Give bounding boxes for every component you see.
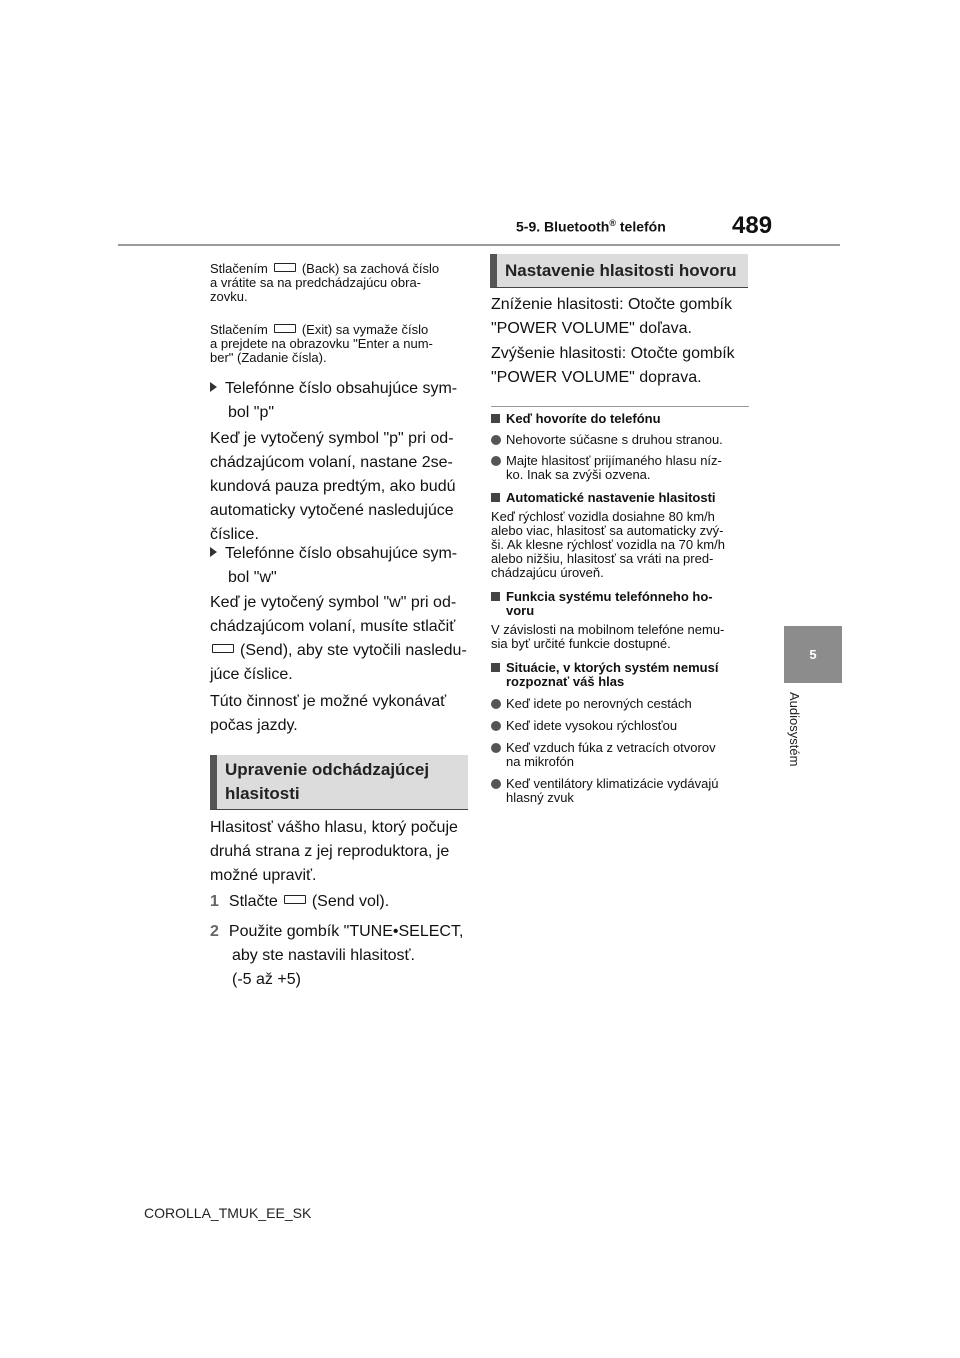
dot-bullet-icon	[491, 435, 501, 445]
heading-line: hlasitosti	[225, 784, 300, 803]
notes-divider	[491, 406, 749, 407]
section-title-text: 5-9. Bluetooth	[516, 218, 610, 235]
text: (Exit) sa vymaže číslo	[301, 322, 429, 337]
chapter-tab-label	[778, 692, 808, 802]
note-title: Keď hovoríte do telefónu	[506, 411, 661, 426]
text: ši. Ak klesne rýchlosť vozidla na 70 km/h	[491, 537, 725, 552]
text: Použite gombík "TUNE•SELECT,	[228, 923, 464, 940]
chapter-label-text: Audiosystém	[787, 692, 802, 767]
dot-bullet-icon	[491, 779, 501, 789]
note-title: rozpoznať váš hlas	[506, 674, 625, 689]
triangle-bullet-icon	[210, 382, 217, 392]
square-bullet-icon	[491, 414, 500, 423]
text: Keď ventilátory klimatizácie vydávajú	[506, 776, 719, 791]
text: (Send), aby ste vytočili nasledu-	[240, 642, 467, 659]
step-number: 2	[210, 923, 219, 940]
text: chádzajúcom volaní, musíte stlačiť	[210, 618, 456, 635]
text: automaticky vytočené nasledujúce	[210, 502, 454, 519]
text: alebo nižšiu, hlasitosť sa vráti na pred-	[491, 551, 714, 566]
text: a vrátite sa na predchádzajúcu obra-	[210, 275, 422, 290]
text: aby ste nastavili hlasitosť.	[232, 947, 415, 964]
text: bol "w"	[228, 569, 277, 586]
text: ber" (Zadanie čísla).	[210, 350, 327, 365]
text: Zníženie hlasitosti: Otočte gombík	[491, 296, 732, 313]
text: Keď je vytočený symbol "w" pri od-	[210, 594, 457, 611]
text: počas jazdy.	[210, 717, 298, 734]
text: a prejdete na obrazovku "Enter a num-	[210, 336, 433, 351]
step-1	[210, 890, 472, 914]
text: "POWER VOLUME" doprava.	[491, 369, 702, 386]
text: V závislosti na mobilnom telefóne nemu-	[491, 622, 725, 637]
text: (Back) sa zachová číslo	[301, 261, 440, 276]
text: Zvýšenie hlasitosti: Otočte gombík	[491, 345, 735, 362]
text: kundová pauza predtým, ako budú	[210, 478, 456, 495]
registered-mark: ®	[609, 218, 616, 228]
note-title: Funkcia systému telefónneho ho-	[506, 589, 713, 604]
dot-bullet-icon	[491, 456, 501, 466]
p-explain	[210, 427, 472, 547]
text: druhá strana z jej reproduktora, je	[210, 843, 450, 860]
outgoing-volume-heading	[210, 755, 468, 810]
decrease-volume	[491, 293, 753, 341]
section-title	[516, 218, 666, 235]
square-bullet-icon	[491, 592, 500, 601]
triangle-bullet-icon	[210, 547, 217, 557]
square-bullet-icon	[491, 663, 500, 672]
bullet-p	[210, 377, 472, 425]
footer-code: COROLLA_TMUK_EE_SK	[144, 1205, 312, 1221]
text: Stlačením	[210, 261, 268, 276]
increase-volume	[491, 342, 753, 390]
text: bol "p"	[228, 404, 275, 421]
text: chádzajúcu úroveň.	[491, 565, 604, 580]
step-2	[210, 920, 472, 992]
step-number: 1	[210, 893, 219, 910]
text: (Send vol).	[311, 893, 390, 910]
exit-button-icon	[274, 324, 296, 333]
text: ko. Inak sa zvýši ozvena.	[506, 467, 651, 482]
text: Túto činnosť je možné vykonávať	[210, 693, 447, 710]
note-title: voru	[506, 603, 535, 618]
text: chádzajúcom volaní, nastane 2se-	[210, 454, 453, 471]
back-button-icon	[274, 263, 296, 272]
dot-bullet-icon	[491, 743, 501, 753]
send-button-icon	[212, 644, 234, 653]
text: na mikrofón	[506, 754, 574, 769]
text: Keď vzduch fúka z vetracích otvorov	[506, 740, 716, 755]
text: alebo viac, hlasitosť sa automaticky zvý-	[491, 523, 724, 538]
text: číslice.	[210, 526, 259, 543]
chapter-tab[interactable]: 5	[784, 626, 842, 683]
text: možné upraviť.	[210, 867, 317, 884]
text: Keď idete vysokou rýchlosťou	[506, 718, 678, 733]
note-title: Situácie, v ktorých systém nemusí	[506, 660, 719, 675]
bullet-w	[210, 542, 472, 590]
text: Stlačením	[210, 322, 268, 337]
square-bullet-icon	[491, 493, 500, 502]
send-vol-button-icon	[284, 895, 306, 904]
call-volume-heading: Nastavenie hlasitosti hovoru	[490, 254, 748, 288]
text: zovku.	[210, 289, 248, 304]
text: sia byť určité funkcie dostupné.	[491, 636, 671, 651]
notes	[491, 412, 753, 805]
text: júce číslice.	[210, 666, 293, 683]
outgoing-intro	[210, 816, 472, 888]
note-title: Automatické nastavenie hlasitosti	[506, 490, 716, 505]
text: Stlačte	[228, 893, 278, 910]
exit-note	[210, 323, 472, 365]
text: Majte hlasitosť prijímaného hlasu níz-	[506, 453, 722, 468]
text: Keď idete po nerovných cestách	[506, 696, 692, 711]
text: Nehovorte súčasne s druhou stranou.	[506, 432, 723, 447]
page-number: 489	[732, 212, 773, 239]
text: Hlasitosť vášho hlasu, ktorý počuje	[210, 819, 458, 836]
text: hlasný zvuk	[506, 790, 574, 805]
text: (-5 až +5)	[232, 971, 301, 988]
text: Keď rýchlosť vozidla dosiahne 80 km/h	[491, 509, 715, 524]
heading-line: Upravenie odchádzajúcej	[225, 760, 430, 779]
text: "POWER VOLUME" doľava.	[491, 320, 692, 337]
header-rule	[118, 244, 840, 246]
text: Telefónne číslo obsahujúce sym-	[225, 545, 458, 562]
dot-bullet-icon	[491, 699, 501, 709]
text: Telefónne číslo obsahujúce sym-	[225, 380, 458, 397]
driving-note	[210, 690, 472, 738]
text: Keď je vytočený symbol "p" pri od-	[210, 430, 454, 447]
dot-bullet-icon	[491, 721, 501, 731]
back-note	[210, 262, 472, 304]
section-title-suffix: telefón	[615, 218, 666, 235]
w-explain	[210, 591, 472, 687]
